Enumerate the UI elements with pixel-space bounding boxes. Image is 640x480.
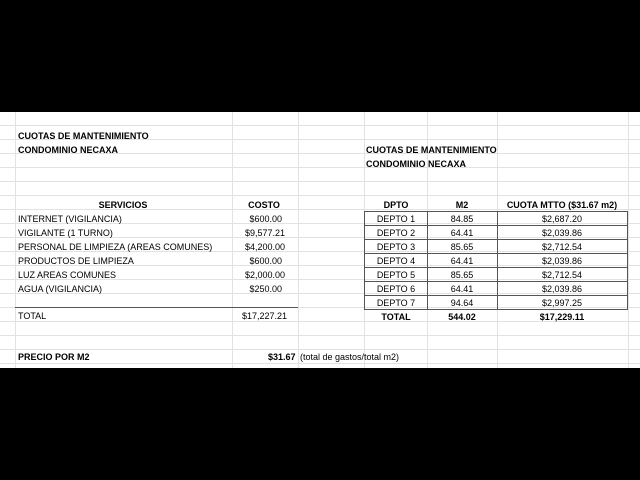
right-total-cuota: $17,229.11 xyxy=(539,312,585,322)
costo-cell: $600.00 xyxy=(249,214,282,224)
gridline-row xyxy=(0,335,640,336)
right-title-line2: CONDOMINIO NECAXA xyxy=(366,159,467,169)
row-divider xyxy=(364,281,628,282)
servicio-cell: PRODUCTOS DE LIMPIEZA xyxy=(18,256,134,266)
cuota-cell: $2,039.86 xyxy=(541,228,583,238)
gridline-row xyxy=(0,363,640,364)
depto-cell: DEPTO 2 xyxy=(376,228,416,238)
cuota-cell: $2,712.54 xyxy=(541,242,583,252)
costo-cell: $250.00 xyxy=(249,284,282,294)
m2-cell: 85.65 xyxy=(450,242,474,252)
spreadsheet xyxy=(0,112,640,368)
left-title-line2: CONDOMINIO NECAXA xyxy=(18,145,119,155)
left-total-value: $17,227.21 xyxy=(241,311,287,321)
servicio-cell: PERSONAL DE LIMPIEZA (AREAS COMUNES) xyxy=(18,242,213,252)
row-divider xyxy=(364,267,628,268)
gridline-row xyxy=(0,349,640,350)
left-title-line1: CUOTAS DE MANTENIMIENTO xyxy=(18,131,149,141)
m2-cell: 64.41 xyxy=(450,228,474,238)
servicio-cell: AGUA (VIGILANCIA) xyxy=(18,284,103,294)
m2-cell: 64.41 xyxy=(450,256,474,266)
gridline-row xyxy=(0,195,640,196)
header-cuota: CUOTA MTTO ($31.67 m2) xyxy=(506,200,618,210)
m2-cell: 84.85 xyxy=(450,214,474,224)
costo-cell: $2,000.00 xyxy=(244,270,285,280)
gridline-col xyxy=(298,112,299,368)
cuota-cell: $2,039.86 xyxy=(541,256,583,266)
costo-cell: $4,200.00 xyxy=(244,242,285,252)
depto-cell: DEPTO 6 xyxy=(376,284,416,294)
gridline-row xyxy=(0,125,640,126)
precio-note: (total de gastos/total m2) xyxy=(300,352,400,362)
m2-cell: 64.41 xyxy=(450,284,474,294)
depto-cell: DEPTO 4 xyxy=(376,256,416,266)
m2-cell: 85.65 xyxy=(450,270,474,280)
gridline-row xyxy=(0,167,640,168)
m2-cell: 94.64 xyxy=(450,298,474,308)
header-costo: COSTO xyxy=(248,200,280,210)
gridline-col xyxy=(628,112,629,368)
costo-cell: $600.00 xyxy=(249,256,282,266)
servicio-cell: LUZ AREAS COMUNES xyxy=(18,270,117,280)
servicio-cell: INTERNET (VIGILANCIA) xyxy=(18,214,122,224)
costo-cell: $9,577.21 xyxy=(244,228,285,238)
cuota-cell: $2,039.86 xyxy=(541,284,583,294)
right-total-label: TOTAL xyxy=(381,312,411,322)
total-top-border xyxy=(15,307,298,308)
right-total-m2: 544.02 xyxy=(448,312,476,322)
depto-cell: DEPTO 7 xyxy=(376,298,416,308)
precio-label: PRECIO POR M2 xyxy=(18,352,90,362)
right-title-line1: CUOTAS DE MANTENIMIENTO xyxy=(366,145,497,155)
row-divider xyxy=(364,295,628,296)
precio-value: $31.67 xyxy=(268,352,296,362)
gridline-col xyxy=(15,112,16,368)
cuota-cell: $2,712.54 xyxy=(541,270,583,280)
header-servicios: SERVICIOS xyxy=(98,200,148,210)
servicio-cell: VIGILANTE (1 TURNO) xyxy=(18,228,113,238)
cuota-cell: $2,687.20 xyxy=(541,214,583,224)
row-divider xyxy=(364,253,628,254)
cuota-cell: $2,997.25 xyxy=(541,298,583,308)
gridline-row xyxy=(0,181,640,182)
left-total-label: TOTAL xyxy=(18,311,47,321)
header-depto: DPTO xyxy=(383,200,409,210)
depto-cell: DEPTO 1 xyxy=(376,214,416,224)
header-m2: M2 xyxy=(455,200,469,210)
depto-cell: DEPTO 3 xyxy=(376,242,416,252)
row-divider xyxy=(364,239,628,240)
row-divider xyxy=(364,225,628,226)
depto-cell: DEPTO 5 xyxy=(376,270,416,280)
gridline-col xyxy=(232,112,233,368)
